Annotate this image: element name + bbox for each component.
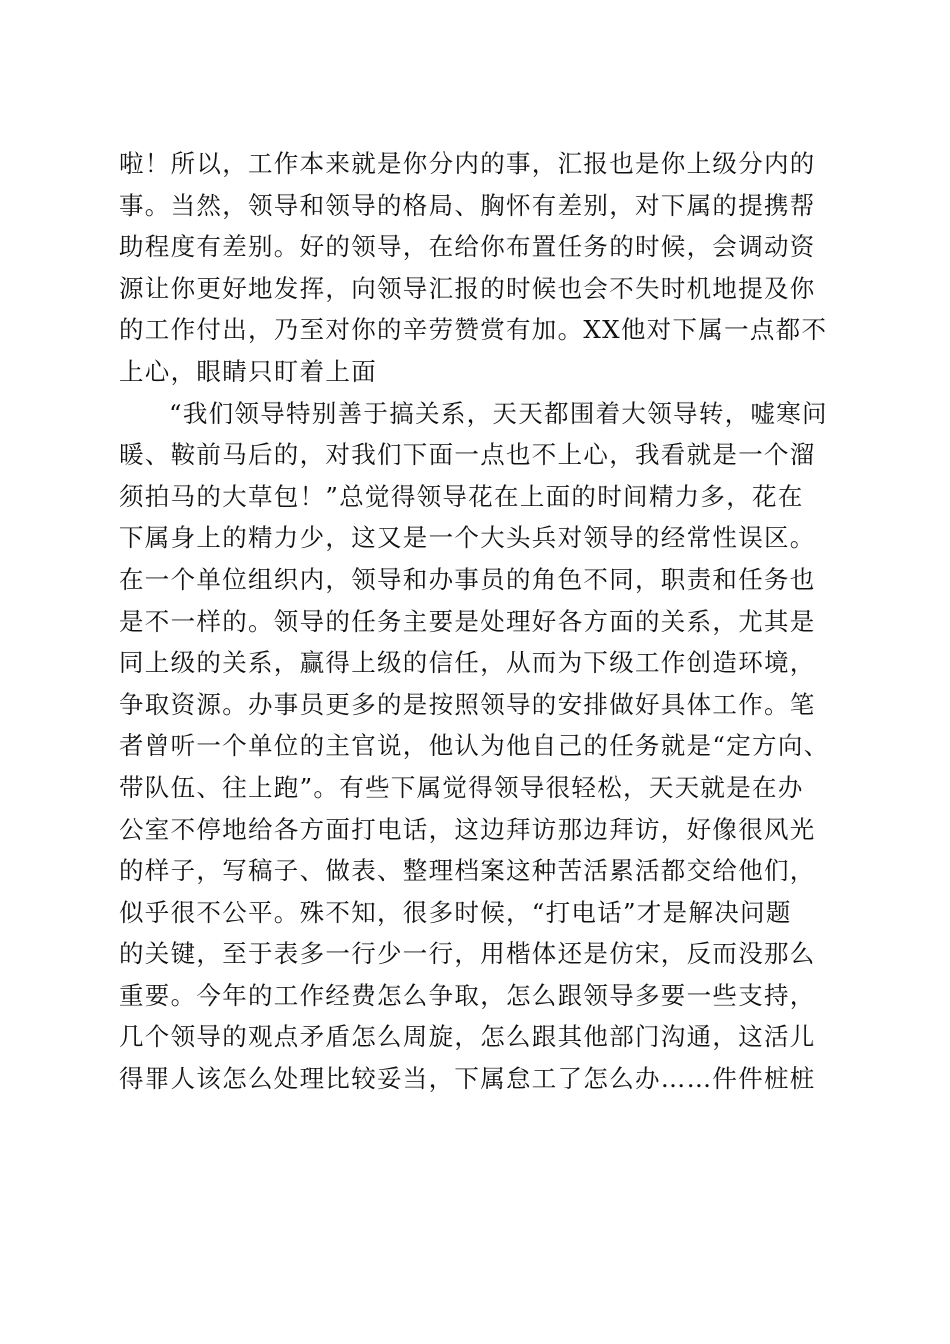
text-line-first: “我们领导特别善于搞关系，天天都围着大领导转，嘘寒问 [169,398,828,428]
text-line: 的工作付出，乃至对你的辛劳赞赏有加。XX他对下属一点都不 [119,315,828,345]
paragraph-2 [119,393,849,1100]
text-line: 源让你更好地发挥，向领导汇报的时候也会不失时机地提及你 [119,273,816,303]
body-text [119,143,849,1100]
text-line: 助程度有差别。好的领导，在给你布置任务的时候，会调动资 [119,232,816,262]
text-line: 的样子，写稿子、做表、整理档案这种苦活累活都交给他们， [119,856,816,886]
text-line: 上心，眼睛只盯着上面 [119,356,377,386]
text-line: 同上级的关系，赢得上级的信任，从而为下级工作创造环境， [119,648,816,678]
text-line: 重要。今年的工作经费怎么争取，怎么跟领导多要一些支持， [119,980,816,1010]
text-line: 似乎很不公平。殊不知，很多时候，“打电话”才是解决问题 [119,897,792,927]
paragraph-1 [119,143,849,393]
text-line: 公室不停地给各方面打电话，这边拜访那边拜访，好像很风光 [119,814,816,844]
text-line: 须拍马的大草包！”总觉得领导花在上面的时间精力多，花在 [119,481,804,511]
text-line: 几个领导的观点矛盾怎么周旋，怎么跟其他部门沟通，这活儿 [119,1022,816,1052]
text-line: 得罪人该怎么处理比较妥当，下属怠工了怎么办……件件桩桩 [119,1064,816,1094]
text-line: 带队伍、往上跑”。有些下属觉得领导很轻松，天天就是在办 [119,772,804,802]
text-line: 争取资源。办事员更多的是按照领导的安排做好具体工作。笔 [119,689,816,719]
text-line: 是不一样的。领导的任务主要是处理好各方面的关系，尤其是 [119,606,816,636]
text-line: 者曾听一个单位的主官说，他认为他自己的任务就是“定方向、 [119,731,830,761]
text-line: 下属身上的精力少，这又是一个大头兵对领导的经常性误区。 [119,523,816,553]
text-line: 在一个单位组织内，领导和办事员的角色不同，职责和任务也 [119,564,816,594]
text-line: 事。当然，领导和领导的格局、胸怀有差别，对下属的提携帮 [119,190,816,220]
text-line: 啦！所以，工作本来就是你分内的事，汇报也是你上级分内的 [119,149,816,178]
text-line: 暖、鞍前马后的，对我们下面一点也不上心，我看就是一个溜 [119,440,816,470]
text-line: 的关键，至于表多一行少一行，用楷体还是仿宋，反而没那么 [119,939,816,969]
